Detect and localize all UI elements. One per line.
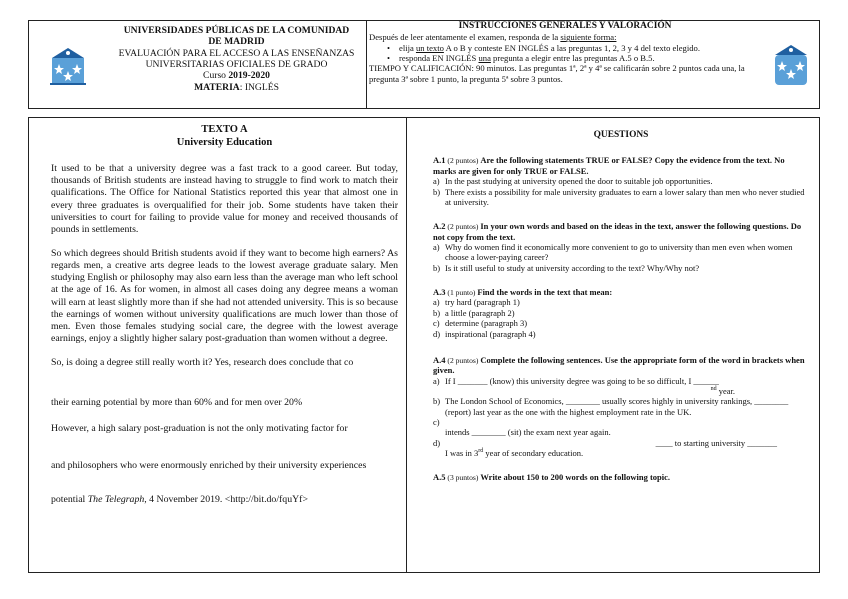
item-letter: a) [433, 375, 440, 386]
a4-item-a [433, 376, 809, 397]
a4-item-c [433, 417, 809, 438]
university-line-1: UNIVERSIDADES PÚBLICAS DE LA COMUNIDAD [123, 25, 350, 36]
a2-item-b [433, 263, 809, 273]
a1-prompt: Are the following statements TRUE or FALSE? Copy the evidence from the text. No marks are given for only TRUE or FALSE. [433, 155, 785, 176]
intro-underline: siguiente forma: [560, 32, 617, 43]
item-text: inspirational (paragraph 4) [445, 328, 536, 339]
question-a3 [433, 287, 809, 339]
course-line [107, 70, 366, 81]
a3-prompt: Find the words in the text that mean: [477, 287, 613, 298]
a3-item-a [433, 297, 809, 307]
a1-item-a [433, 176, 809, 186]
questions-title: QUESTIONS [593, 130, 649, 140]
a4-item-b [433, 396, 809, 417]
source-post: , 4 November 2019. <http://bit.do/fquYf> [144, 493, 308, 505]
item-text: try hard (paragraph 1) [445, 297, 520, 308]
question-a4 [433, 355, 809, 459]
item-text: determine (paragraph 3) [445, 318, 528, 329]
item-letter: c) [433, 318, 440, 329]
item-text: There exists a possibility for male university graduates to earn a lower salary than men who never studied at university. [445, 186, 805, 207]
a5-points: (3 puntos) [445, 473, 481, 483]
b2-pre: responda EN INGLÉS [399, 52, 479, 63]
paragraph-4: However, a high salary post-graduation is not the only motivating factor for [51, 423, 348, 435]
subject-label: MATERIA [194, 81, 240, 93]
a4-points: (2 puntos) [445, 355, 481, 365]
a2-points: (2 puntos) [445, 222, 481, 232]
a4-d-sup: rd [478, 448, 484, 455]
paragraph-3: So, is doing a degree still really worth it? Yes, research does conclude that co [51, 357, 354, 369]
a3-points: (1 punto) [445, 288, 478, 298]
question-a1 [433, 155, 809, 207]
exam-line-1: EVALUACIÓN PARA EL ACCESO A LAS ENSEÑANZAS [118, 47, 355, 59]
item-letter: c) [433, 417, 440, 428]
source-pre: potential [51, 493, 88, 505]
a5-prompt: Write about 150 to 200 words on the following topic. [480, 472, 671, 483]
instruction-bullet-1 [387, 43, 761, 53]
timing-text: TIEMPO Y CALIFICACIÓN: 90 minutos. Las preguntas 1ª, 2ª y 4ª se calificarán sobre 2 puntos cada una, la pregunta 3ª sobre 1 punto, la pregunta 5ª sobre 3 puntos. [369, 63, 745, 84]
a4-item-d [433, 438, 809, 459]
item-text: In the past studying at university opened the door to suitable job opportunities. [445, 176, 713, 187]
item-letter: b) [433, 307, 441, 318]
a4-prompt: Complete the following sentences. Use the appropriate form of the word in brackets when given. [433, 354, 805, 376]
a4-c-text: intends ________ (sit) the exam next year again. [445, 427, 611, 438]
a2-prompt: In your own words and based on the ideas in the text, answer the following questions. Do not copy from the text. [433, 221, 802, 242]
paragraph-3-cont: their earning potential by more than 60% and for men over 20% [51, 397, 303, 409]
logo-left [29, 21, 107, 108]
a2-item-a [433, 242, 809, 263]
a3-label: A.3 [433, 287, 446, 298]
a4-d-text-2: I was in 3 [445, 448, 479, 459]
a4-a-text-2: year. [716, 385, 735, 396]
a5-label: A.5 [433, 472, 446, 483]
exam-line-2: UNIVERSITARIAS OFICIALES DE GRADO [145, 58, 328, 70]
a4-a-sup: nd [710, 386, 717, 393]
paragraph-4-cont: and philosophers who were enormously enriched by their university experiences [51, 459, 367, 471]
item-text: The London School of Economics, ________ usually scores highly in university rankings, ________ (report) last year as the one with the highest employment rate in the UK. [445, 396, 789, 417]
madrid-crest-icon [771, 41, 811, 89]
b1-post: A o B y conteste EN INGLÉS a las preguntas 1, 2, 3 y 4 del texto elegido. [443, 42, 700, 53]
instructions-block [367, 21, 763, 108]
intro-text: Después de leer atentamente el examen, responda de la [369, 32, 561, 43]
paragraph-2: So which degrees should British students avoid if they want to become high earners? As regards men, a creative arts degree leads to the lowest average graduate salary. Men studying English or philosophy may also earn less than the average man who left school at the age of 16. As for women, in almost all cases doing any degree means a woman will earn at least slightly more than if she had not attended university. This is so because the earnings of women without university qualifications are much lower than those of men. Even those females studying social care, the degree with the lowest average earnings, enjoy a slightly higher salary post-graduation than women without a degree. [51, 248, 398, 345]
a1-item-b [433, 187, 809, 208]
a4-d-text: ____ to starting university _______ [655, 437, 777, 448]
instruction-bullet-2 [387, 53, 761, 63]
subject-value: : INGLÉS [239, 81, 279, 93]
item-text: a little (paragraph 2) [445, 307, 515, 318]
exam-body [28, 117, 820, 573]
question-a2 [433, 221, 809, 273]
a4-d-text-3: year of secondary education. [483, 448, 584, 459]
madrid-crest-icon [48, 44, 88, 86]
text-a-column [29, 118, 407, 572]
university-block [107, 21, 367, 108]
item-letter: d) [433, 328, 441, 339]
instructions-list [369, 43, 761, 64]
logo-right [763, 21, 819, 108]
a3-item-c [433, 318, 809, 328]
questions-column [407, 118, 819, 572]
item-text: Is it still useful to study at university according to the text? Why/Why not? [445, 262, 700, 273]
a3-item-d [433, 329, 809, 339]
course-label: Curso [203, 70, 229, 82]
item-letter: a) [433, 297, 440, 308]
exam-header [28, 20, 820, 109]
text-a-title: TEXTO A [201, 124, 248, 135]
a4-a-text: If I _______ (know) this university degree was going to be so difficult, I ______ [445, 375, 719, 386]
item-letter: b) [433, 396, 441, 407]
item-letter: a) [433, 241, 440, 252]
question-a5 [433, 472, 809, 482]
item-text [445, 417, 611, 438]
item-text: Why do women find it economically more convenient to go to university than men even when women choose a lower-paying career? [445, 241, 793, 263]
source-citation [51, 494, 398, 506]
a4-a-tail [445, 386, 735, 396]
text-a-subtitle: University Education [176, 136, 273, 148]
item-text [445, 438, 777, 459]
university-line-2: DE MADRID [208, 36, 265, 48]
item-letter: a) [433, 176, 440, 187]
item-text [445, 376, 735, 397]
a4-label: A.4 [433, 354, 446, 365]
a2-label: A.2 [433, 221, 446, 232]
a1-points: (2 puntos) [445, 156, 481, 166]
b2-underline: una [478, 52, 491, 63]
item-letter: b) [433, 186, 441, 197]
subject-line [107, 82, 366, 93]
a3-item-b [433, 308, 809, 318]
instructions-title: INSTRUCCIONES GENERALES Y VALORACIÓN [458, 21, 672, 31]
b1-pre: elija [399, 42, 416, 53]
a1-label: A.1 [433, 155, 446, 166]
source-publication: The Telegraph [87, 493, 145, 505]
paragraph-1: It used to be that a university degree was a fast track to a good career. But today, thousands of British students are instead having to struggle to find work to match their qualifications. The Office for National Statistics reported this year that almost one in every three graduates is overqualified for their job. Some students have taken their universities to court for failing to provide value for money and received thousands of pounds in settlements. [51, 163, 398, 235]
course-value: 2019-2020 [228, 70, 270, 82]
item-letter: b) [433, 262, 441, 273]
b2-post: pregunta a elegir entre las preguntas A.5 o B.5. [490, 52, 655, 63]
b1-underline: un texto [415, 42, 444, 53]
instructions-intro [369, 32, 761, 42]
item-letter: d) [433, 437, 441, 448]
